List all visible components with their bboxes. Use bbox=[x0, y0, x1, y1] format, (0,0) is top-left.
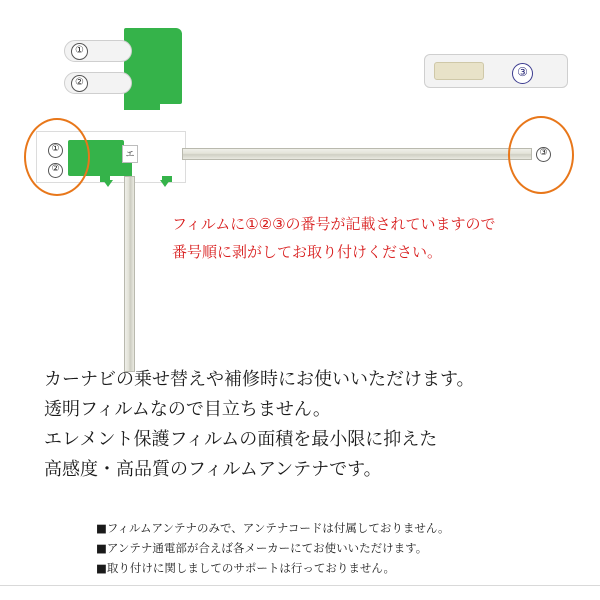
element-number-1: ① bbox=[48, 143, 63, 158]
top-left-green-film bbox=[124, 28, 182, 104]
element-number-2: ② bbox=[48, 163, 63, 178]
description-line-1: カーナビの乗せ替えや補修時にお使いいただけます。 bbox=[44, 369, 475, 390]
tab-3-number: ③ bbox=[512, 63, 533, 84]
note-line-3: ■取り付けに関しましてのサポートは行っておりません。 bbox=[96, 561, 396, 575]
film-tab-2 bbox=[64, 72, 132, 94]
description-line-2: 透明フィルムなので目立ちません。 bbox=[44, 399, 331, 420]
antenna-center-mark: エ bbox=[122, 145, 138, 163]
film-tab-1 bbox=[64, 40, 132, 62]
description-line-4: 高感度・高品質のフィルムアンテナです。 bbox=[44, 459, 382, 480]
tab-1-number: ① bbox=[71, 43, 88, 60]
antenna-marker-triangle-right bbox=[160, 180, 170, 187]
description-line-3: エレメント保護フィルムの面積を最小限に抑えた bbox=[44, 429, 438, 450]
tab-3-contact-pad bbox=[434, 62, 484, 80]
bottom-divider bbox=[0, 585, 600, 586]
highlight-circle-left bbox=[24, 118, 90, 196]
callout-line-1: フィルムに①②③の番号が記載されていますので bbox=[172, 215, 496, 233]
antenna-vertical-bar bbox=[124, 176, 135, 372]
top-left-green-film-tail bbox=[124, 96, 160, 110]
callout-line-2: 番号順に剥がしてお取り付けください。 bbox=[172, 243, 443, 261]
note-line-1: ■フィルムアンテナのみで、アンテナコードは付属しておりません。 bbox=[96, 521, 450, 535]
note-line-2: ■アンテナ通電部が合えば各メーカーにてお使いいただけます。 bbox=[96, 541, 428, 555]
antenna-horizontal-bar bbox=[182, 148, 532, 160]
antenna-marker-triangle-left bbox=[103, 180, 113, 187]
element-number-3: ③ bbox=[536, 147, 551, 162]
highlight-circle-right bbox=[508, 116, 574, 194]
tab-2-number: ② bbox=[71, 75, 88, 92]
